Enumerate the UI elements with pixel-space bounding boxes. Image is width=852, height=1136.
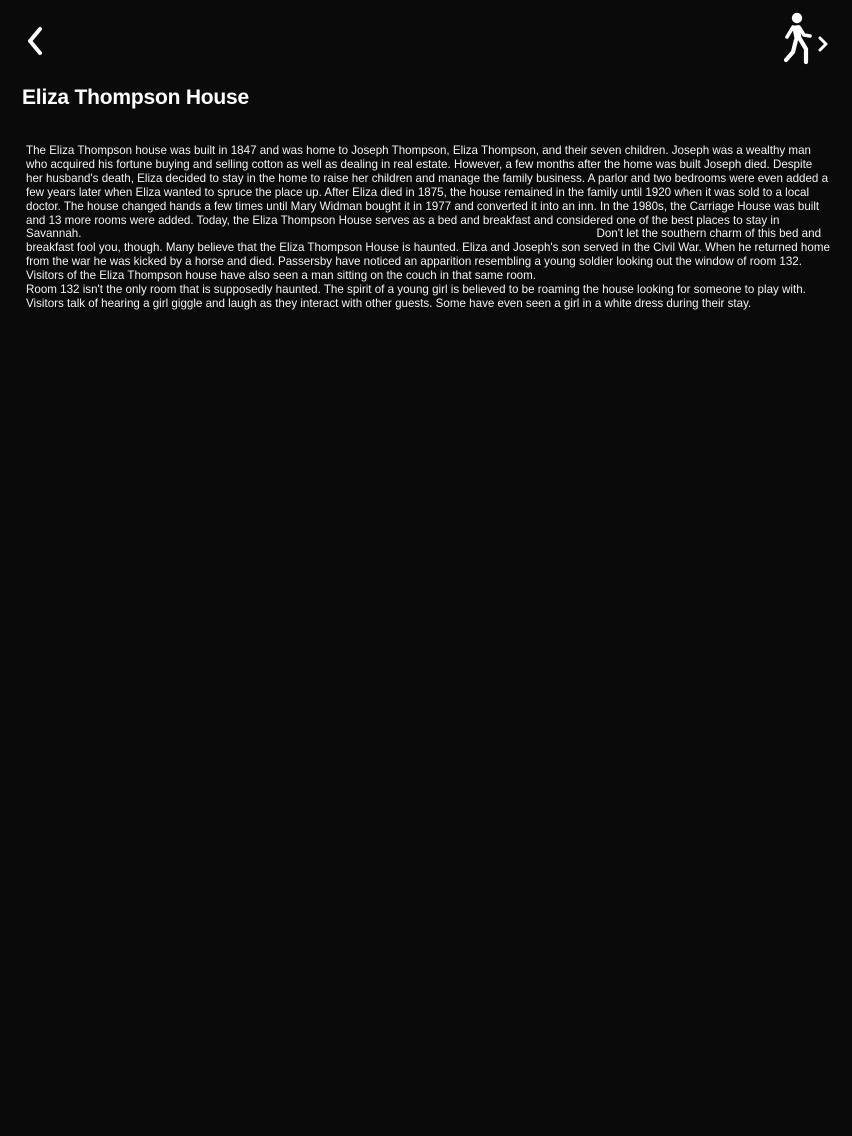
walk-tour-button[interactable]	[782, 10, 834, 68]
chevron-right-icon	[820, 38, 826, 50]
paragraph-3: Room 132 isn't the only room that is supposedly haunted. The spirit of a young girl is believed to be roaming the house looking for someone to play with. Visitors talk of hearing a girl giggle and laugh as they interact with other guests. Some have even seen a girl in a white dress during their stay.	[26, 283, 806, 310]
paragraph-1: The Eliza Thompson house was built in 1847 and was home to Joseph Thompson, Eliza Thompson, and their seven children. Joseph was a wealthy man who acquired his fortune buying and selling cotton as well as dealing in real estate. However, a few months after the home was built Joseph died. Despite her husband's death, Eliza decided to stay in the home to raise her children and manage the family business. A parlor and two bedrooms were even added a few years later when Eliza wanted to spruce the place up. After Eliza died in 1875, the house remained in the family until 1920 when it was sold to a local doctor. The house changed hands a few times until Mary Widman bought it in 1977 and converted it into an inn. In the 1980s, the Carriage House was built and 13 more rooms were added. Today, the Eliza Thompson House serves as a bed and breakfast and considered one of the best places to stay in Savannah.	[26, 144, 829, 241]
chevron-left-icon	[20, 22, 54, 60]
back-button[interactable]	[20, 22, 54, 60]
paragraph-2: Don't let the southern charm of this bed and breakfast fool you, though. Many believe that the Eliza Thompson House is haunted. Eliza and Joseph's son served in the Civil War. When he returned home from the war he was kicked by a horse and died. Passersby have noticed an apparition resembling a young soldier looking out the window of room 132. Visitors of the Eliza Thompson house have also seen a man sitting on the couch in that same room.	[26, 227, 830, 283]
page-title: Eliza Thompson House	[22, 86, 250, 109]
description-text	[26, 144, 832, 311]
walking-person-icon	[782, 10, 834, 68]
